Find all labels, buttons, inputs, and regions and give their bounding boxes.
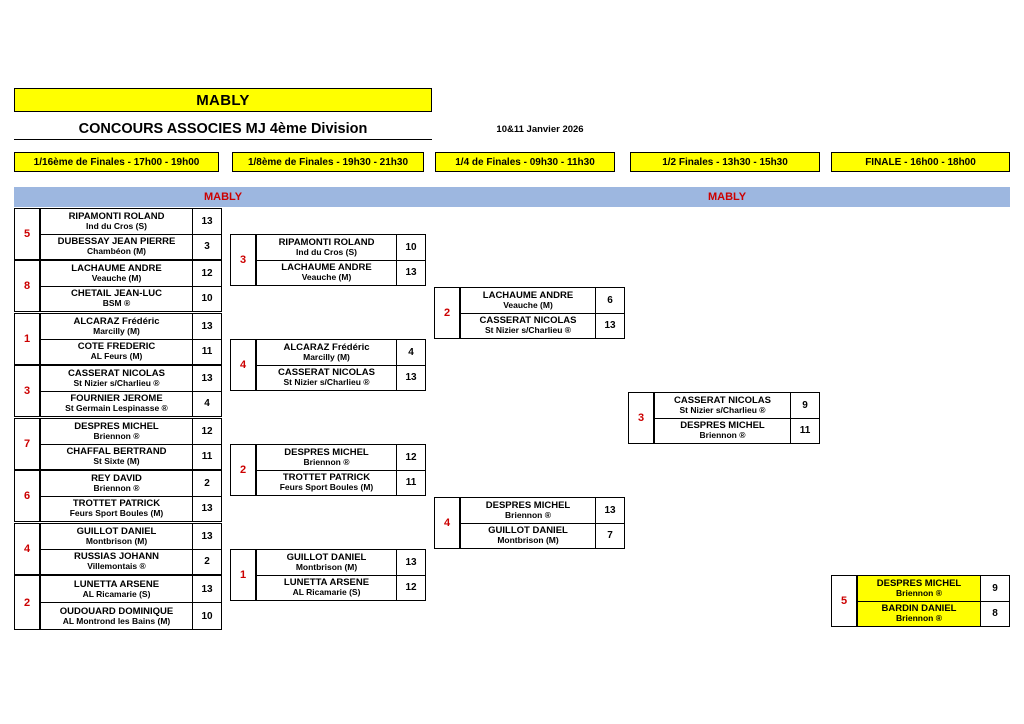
player-name: REY DAVID xyxy=(91,472,142,484)
match-row xyxy=(41,314,221,340)
page-title: MABLY xyxy=(14,88,432,112)
player-name: FOURNIER JEROME xyxy=(70,393,163,405)
seed-r16-4: 3 xyxy=(14,365,40,417)
player-club: St Nizier s/Charlieu ® xyxy=(283,377,370,388)
player-name: RIPAMONTI ROLAND xyxy=(278,236,375,248)
player-club: Briennon ® xyxy=(93,482,140,493)
match-row xyxy=(257,445,425,471)
player-score: 13 xyxy=(396,366,425,391)
player-score: 2 xyxy=(192,471,221,496)
player-score: 10 xyxy=(396,235,425,260)
player-block xyxy=(461,524,595,549)
player-block xyxy=(257,576,396,601)
player-name: CASSERAT NICOLAS xyxy=(68,367,165,379)
player-score: 12 xyxy=(192,261,221,286)
player-block xyxy=(41,340,192,365)
player-name: CASSERAT NICOLAS xyxy=(674,394,771,406)
match-row xyxy=(41,471,221,497)
match-row xyxy=(41,497,221,522)
player-club: Chambéon (M) xyxy=(86,246,147,257)
match-row xyxy=(41,261,221,287)
match-row xyxy=(41,340,221,365)
player-name: CASSERAT NICOLAS xyxy=(479,315,577,327)
player-score: 12 xyxy=(396,445,425,470)
match-row xyxy=(41,550,221,575)
player-name: LACHAUME ANDRE xyxy=(281,262,372,274)
player-block xyxy=(257,471,396,496)
player-club: Briennon ® xyxy=(93,430,140,441)
player-name: CHETAIL JEAN-LUC xyxy=(71,288,162,300)
match-r16-8[interactable] xyxy=(40,575,222,630)
match-row xyxy=(41,209,221,235)
seed-r16-2: 8 xyxy=(14,260,40,312)
player-name: GUILLOT DANIEL xyxy=(76,525,157,537)
event-date: 10&11 Janvier 2026 xyxy=(496,123,584,135)
player-block xyxy=(257,445,396,470)
player-club: AL Montrond les Bains (M) xyxy=(62,615,171,626)
match-row xyxy=(41,392,221,417)
player-block xyxy=(41,445,192,470)
match-r16-5[interactable] xyxy=(40,418,222,470)
match-r4-1[interactable] xyxy=(460,287,625,339)
player-score: 13 xyxy=(396,261,425,286)
player-score: 11 xyxy=(192,445,221,470)
player-block xyxy=(41,550,192,575)
player-name: OUDOUARD DOMINIQUE xyxy=(59,605,174,617)
player-name: CASSERAT NICOLAS xyxy=(278,367,375,379)
match-row xyxy=(858,602,1009,627)
player-block xyxy=(257,550,396,575)
player-score: 13 xyxy=(192,314,221,339)
player-club: AL Ricamarie (S) xyxy=(292,587,361,598)
player-block xyxy=(858,576,980,601)
player-club: Ind du Cros (S) xyxy=(86,220,147,231)
round-header-16th: 1/16ème de Finales - 17h00 - 19h00 xyxy=(14,152,219,172)
player-block xyxy=(655,419,790,444)
player-name: ALCARAZ Frédéric xyxy=(73,315,160,327)
player-block xyxy=(461,314,595,339)
match-row xyxy=(858,576,1009,602)
player-club: St Sixte (M) xyxy=(93,456,140,467)
player-club: AL Ricamarie (S) xyxy=(82,588,151,599)
player-name: LUNETTA ARSENE xyxy=(283,577,370,589)
player-block xyxy=(41,576,192,602)
player-name: COTE FREDERIC xyxy=(77,341,156,353)
player-score: 9 xyxy=(790,393,819,418)
match-row xyxy=(461,524,624,549)
match-r16-6[interactable] xyxy=(40,470,222,522)
match-row xyxy=(41,524,221,550)
player-score: 11 xyxy=(790,419,819,444)
seed-r8-4: 1 xyxy=(230,549,256,601)
player-block xyxy=(41,235,192,260)
player-block xyxy=(655,393,790,418)
player-block xyxy=(41,524,192,549)
player-score: 13 xyxy=(192,209,221,234)
player-score: 11 xyxy=(192,340,221,365)
player-name: ALCARAZ Frédéric xyxy=(283,341,370,353)
match-r16-4[interactable] xyxy=(40,365,222,417)
player-name: DESPRES MICHEL xyxy=(485,499,571,511)
seed-r8-2: 4 xyxy=(230,339,256,391)
player-name: DESPRES MICHEL xyxy=(876,577,962,589)
player-name: GUILLOT DANIEL xyxy=(488,525,568,537)
match-r8-3[interactable] xyxy=(256,444,426,496)
player-score: 9 xyxy=(980,576,1009,601)
player-name: RIPAMONTI ROLAND xyxy=(68,210,165,222)
player-club: Briennon ® xyxy=(505,509,551,520)
match-row xyxy=(41,287,221,312)
player-club: St Germain Lespinasse ® xyxy=(65,403,168,414)
match-row xyxy=(257,340,425,366)
round-header-quarter: 1/4 de Finales - 09h30 - 11h30 xyxy=(435,152,615,172)
player-score: 4 xyxy=(192,392,221,417)
player-block xyxy=(41,209,192,234)
player-club: AL Feurs (M) xyxy=(90,351,143,362)
round-header-8th: 1/8ème de Finales - 19h30 - 21h30 xyxy=(232,152,424,172)
player-club: Veauche (M) xyxy=(301,272,352,283)
seed-final: 5 xyxy=(831,575,857,627)
seed-r4-2: 4 xyxy=(434,497,460,549)
player-score: 10 xyxy=(192,603,221,629)
match-final[interactable] xyxy=(857,575,1010,627)
player-club: St Nizier s/Charlieu ® xyxy=(679,404,766,415)
player-score: 12 xyxy=(192,419,221,444)
match-r8-4[interactable] xyxy=(256,549,426,601)
player-club: Montbrison (M) xyxy=(295,561,358,572)
player-score: 8 xyxy=(980,602,1009,627)
player-block xyxy=(41,603,192,629)
seed-r16-8: 2 xyxy=(14,575,40,630)
player-score: 13 xyxy=(396,550,425,575)
seed-r4-1: 2 xyxy=(434,287,460,339)
player-club: Briennon ® xyxy=(303,456,350,467)
player-block xyxy=(41,392,192,417)
match-r4-2[interactable] xyxy=(460,497,625,549)
match-row xyxy=(257,261,425,286)
player-club: Marcilly (M) xyxy=(93,325,140,336)
round-header-final: FINALE - 16h00 - 18h00 xyxy=(831,152,1010,172)
seed-r16-5: 7 xyxy=(14,418,40,470)
player-club: Veauche (M) xyxy=(503,299,553,310)
player-score: 12 xyxy=(396,576,425,601)
seed-r8-3: 2 xyxy=(230,444,256,496)
player-block xyxy=(257,366,396,391)
match-row xyxy=(461,314,624,339)
player-score: 7 xyxy=(595,524,624,549)
match-row xyxy=(41,235,221,260)
player-club: BSM ® xyxy=(102,298,131,309)
player-name: DUBESSAY JEAN PIERRE xyxy=(57,236,176,248)
seed-r16-7: 4 xyxy=(14,523,40,575)
round-header-semi: 1/2 Finales - 13h30 - 15h30 xyxy=(630,152,820,172)
seed-r8-1: 3 xyxy=(230,234,256,286)
player-score: 13 xyxy=(192,524,221,549)
match-row xyxy=(655,419,819,444)
player-block xyxy=(41,471,192,496)
player-block xyxy=(41,419,192,444)
match-row xyxy=(41,419,221,445)
player-name: LACHAUME ANDRE xyxy=(482,289,574,301)
player-block xyxy=(257,261,396,286)
player-name: CHAFFAL BERTRAND xyxy=(66,446,167,458)
player-block xyxy=(41,366,192,391)
player-club: St Nizier s/Charlieu ® xyxy=(73,377,160,388)
player-score: 2 xyxy=(192,550,221,575)
player-name: LUNETTA ARSENE xyxy=(73,578,160,590)
venue-label-right: MABLY xyxy=(708,191,747,203)
player-name: DESPRES MICHEL xyxy=(74,420,159,432)
match-row xyxy=(41,576,221,603)
venue-label-left: MABLY xyxy=(204,191,243,203)
player-block xyxy=(257,235,396,260)
player-name: DESPRES MICHEL xyxy=(284,446,369,458)
match-r16-7[interactable] xyxy=(40,523,222,575)
player-score: 13 xyxy=(595,314,624,339)
player-club: Montbrison (M) xyxy=(85,535,148,546)
player-club: Briennon ® xyxy=(896,587,942,598)
player-name: BARDIN DANIEL xyxy=(881,603,957,615)
player-name: DESPRES MICHEL xyxy=(680,420,765,432)
match-row xyxy=(655,393,819,419)
match-row xyxy=(257,550,425,576)
match-row xyxy=(257,366,425,391)
player-score: 11 xyxy=(396,471,425,496)
venue-band xyxy=(14,187,1010,207)
player-name: LACHAUME ANDRE xyxy=(71,262,162,274)
competition-subtitle: CONCOURS ASSOCIES MJ 4ème Division xyxy=(14,118,432,140)
match-r16-3[interactable] xyxy=(40,313,222,365)
seed-r16-3: 1 xyxy=(14,313,40,365)
player-score: 13 xyxy=(192,366,221,391)
player-name: TROTTET PATRICK xyxy=(282,472,371,484)
player-block xyxy=(41,497,192,522)
match-row xyxy=(41,603,221,629)
player-club: Villemontais ® xyxy=(87,561,146,572)
match-row xyxy=(41,366,221,392)
player-score: 10 xyxy=(192,287,221,312)
player-score: 6 xyxy=(595,288,624,313)
player-score: 13 xyxy=(192,576,221,602)
match-row xyxy=(257,471,425,496)
player-score: 13 xyxy=(595,498,624,523)
match-r2-1[interactable] xyxy=(654,392,820,444)
seed-r2-1: 3 xyxy=(628,392,654,444)
player-club: Montbrison (M) xyxy=(497,535,559,546)
player-club: Veauche (M) xyxy=(91,272,142,283)
player-block xyxy=(41,261,192,286)
player-club: St Nizier s/Charlieu ® xyxy=(484,325,572,336)
player-block xyxy=(41,287,192,312)
seed-r16-6: 6 xyxy=(14,470,40,522)
player-block xyxy=(858,602,980,627)
player-club: Briennon ® xyxy=(896,613,942,624)
player-score: 4 xyxy=(396,340,425,365)
player-block xyxy=(41,314,192,339)
player-name: TROTTET PATRICK xyxy=(72,498,161,510)
player-club: Marcilly (M) xyxy=(303,351,350,362)
player-score: 13 xyxy=(192,497,221,522)
match-r16-2[interactable] xyxy=(40,260,222,312)
player-name: RUSSIAS JOHANN xyxy=(74,551,159,563)
player-block xyxy=(461,288,595,313)
player-block xyxy=(461,498,595,523)
seed-r16-1: 5 xyxy=(14,208,40,260)
player-name: GUILLOT DANIEL xyxy=(286,551,367,563)
player-club: Feurs Sport Boules (M) xyxy=(69,508,164,519)
match-row xyxy=(461,288,624,314)
match-row xyxy=(41,445,221,470)
match-row xyxy=(257,235,425,261)
match-row xyxy=(257,576,425,601)
match-row xyxy=(461,498,624,524)
player-score: 3 xyxy=(192,235,221,260)
player-club: Feurs Sport Boules (M) xyxy=(279,482,374,493)
match-r8-1[interactable] xyxy=(256,234,426,286)
player-club: Ind du Cros (S) xyxy=(296,246,357,257)
match-r16-1[interactable] xyxy=(40,208,222,260)
player-block xyxy=(257,340,396,365)
player-club: Briennon ® xyxy=(699,430,746,441)
match-r8-2[interactable] xyxy=(256,339,426,391)
